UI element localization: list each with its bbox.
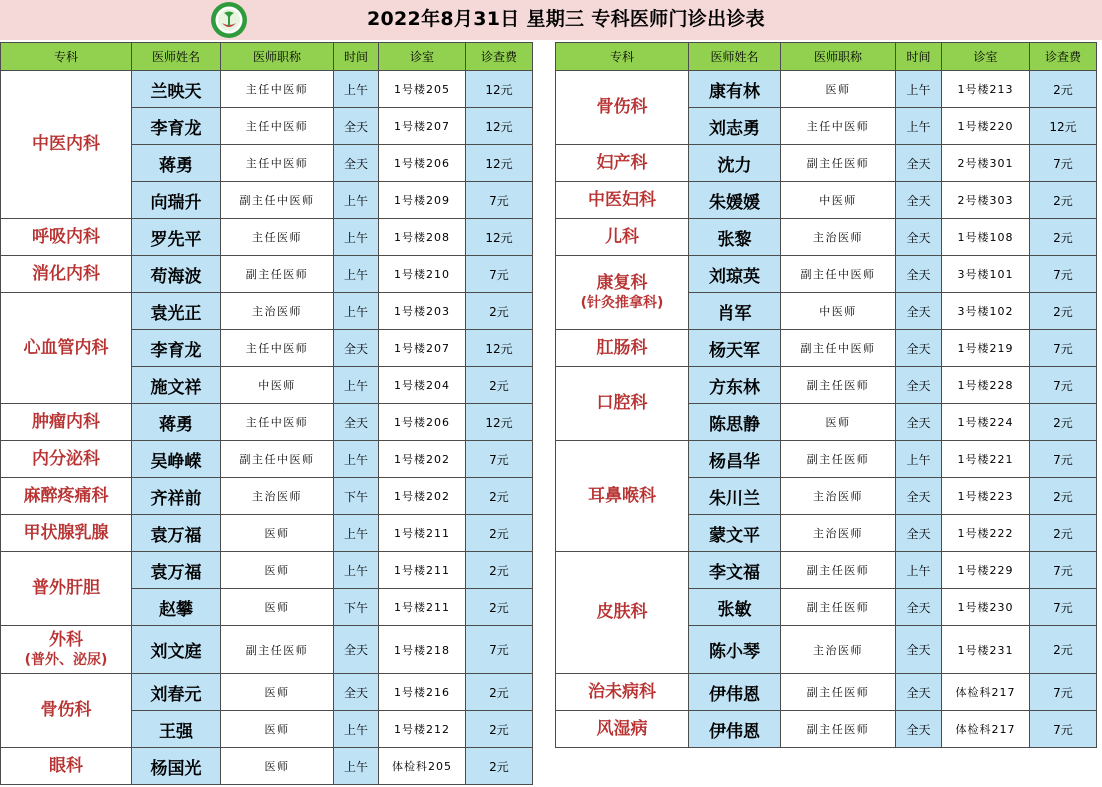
table-row [1,293,533,330]
doctor-title: 中医师 [781,293,896,330]
doctor-name: 刘文庭 [132,626,221,674]
consultation-fee: 2元 [466,711,533,748]
consultation-fee: 12元 [466,108,533,145]
table-row [1,256,533,293]
time-slot: 全天 [896,330,942,367]
consultation-fee: 7元 [1030,552,1097,589]
clinic-room: 1号楼211 [379,589,466,626]
department-name: 妇产科 [596,152,648,173]
department-cell [1,478,132,515]
clinic-room: 3号楼101 [942,256,1030,293]
schedule-table-left [0,42,533,785]
doctor-name: 杨天军 [689,330,781,367]
clinic-room: 1号楼205 [379,71,466,108]
department-cell [556,711,689,748]
time-slot: 全天 [896,674,942,711]
consultation-fee: 7元 [1030,256,1097,293]
header-doctor-title: 医师职称 [221,43,334,71]
clinic-room: 1号楼204 [379,367,466,404]
department-cell [1,626,132,674]
clinic-room: 体检科205 [379,748,466,785]
time-slot: 上午 [896,71,942,108]
time-slot: 全天 [896,219,942,256]
doctor-name: 苟海波 [132,256,221,293]
consultation-fee: 7元 [1030,367,1097,404]
clinic-room: 1号楼221 [942,441,1030,478]
time-slot: 全天 [896,515,942,552]
doctor-title: 副主任医师 [781,145,896,182]
table-row [556,71,1097,108]
time-slot: 上午 [334,219,379,256]
doctor-title: 主治医师 [781,515,896,552]
doctor-title: 副主任中医师 [221,182,334,219]
table-row [556,330,1097,367]
consultation-fee: 7元 [1030,330,1097,367]
doctor-title: 主任医师 [221,219,334,256]
consultation-fee: 12元 [1030,108,1097,145]
consultation-fee: 2元 [1030,293,1097,330]
time-slot: 全天 [896,626,942,674]
time-slot: 全天 [334,626,379,674]
clinic-room: 1号楼203 [379,293,466,330]
header-department: 专科 [1,43,132,71]
clinic-room: 1号楼206 [379,404,466,441]
doctor-name: 沈力 [689,145,781,182]
consultation-fee: 2元 [466,748,533,785]
clinic-room: 1号楼220 [942,108,1030,145]
doctor-name: 蒙文平 [689,515,781,552]
consultation-fee: 2元 [466,293,533,330]
doctor-name: 齐祥前 [132,478,221,515]
time-slot: 全天 [896,367,942,404]
doctor-name: 朱媛媛 [689,182,781,219]
consultation-fee: 2元 [1030,219,1097,256]
time-slot: 上午 [334,182,379,219]
clinic-room: 1号楼207 [379,330,466,367]
doctor-title: 副主任医师 [781,441,896,478]
department-name: 儿科 [605,226,639,247]
time-slot: 上午 [896,441,942,478]
doctor-name: 康有林 [689,71,781,108]
table-row [1,748,533,785]
doctor-title: 医师 [221,711,334,748]
doctor-title: 医师 [221,748,334,785]
clinic-room: 1号楼230 [942,589,1030,626]
clinic-room: 1号楼213 [942,71,1030,108]
department-cell [1,71,132,219]
header-fee: 诊查费 [1030,43,1097,71]
header-room: 诊室 [942,43,1030,71]
doctor-title: 主治医师 [781,478,896,515]
table-row [556,256,1097,293]
header-room: 诊室 [379,43,466,71]
doctor-name: 施文祥 [132,367,221,404]
doctor-name: 杨昌华 [689,441,781,478]
clinic-room: 1号楼207 [379,108,466,145]
department-cell [556,182,689,219]
department-cell [556,441,689,552]
clinic-room: 1号楼206 [379,145,466,182]
doctor-name: 兰映天 [132,71,221,108]
doctor-name: 袁光正 [132,293,221,330]
doctor-name: 伊伟恩 [689,711,781,748]
schedule-table-right [555,42,1097,748]
header-fee: 诊查费 [466,43,533,71]
clinic-room: 体检科217 [942,711,1030,748]
table-row [556,145,1097,182]
doctor-name: 陈小琴 [689,626,781,674]
time-slot: 上午 [334,441,379,478]
consultation-fee: 2元 [1030,478,1097,515]
doctor-title: 医师 [781,71,896,108]
doctor-name: 李育龙 [132,330,221,367]
consultation-fee: 2元 [1030,404,1097,441]
time-slot: 全天 [896,293,942,330]
time-slot: 全天 [896,256,942,293]
time-slot: 上午 [334,256,379,293]
consultation-fee: 2元 [1030,71,1097,108]
time-slot: 上午 [334,367,379,404]
consultation-fee: 7元 [1030,441,1097,478]
doctor-title: 主治医师 [781,219,896,256]
time-slot: 上午 [334,748,379,785]
doctor-name: 刘琼英 [689,256,781,293]
table-row [556,367,1097,404]
header-doctor-name: 医师姓名 [689,43,781,71]
time-slot: 全天 [334,330,379,367]
department-cell [1,748,132,785]
department-name: 外科 [49,630,83,650]
table-row [1,626,533,674]
clinic-room: 1号楼212 [379,711,466,748]
department-name: 中医内科 [32,134,100,154]
doctor-title: 医师 [221,515,334,552]
time-slot: 上午 [896,108,942,145]
table-row [556,674,1097,711]
department-name: 甲状腺乳腺 [23,522,109,543]
consultation-fee: 7元 [1030,589,1097,626]
department-name: 皮肤科 [596,602,648,622]
department-cell [556,145,689,182]
header-doctor-title: 医师职称 [781,43,896,71]
doctor-title: 主任中医师 [221,108,334,145]
doctor-title: 副主任医师 [781,552,896,589]
doctor-title: 中医师 [221,367,334,404]
consultation-fee: 12元 [466,330,533,367]
time-slot: 全天 [896,145,942,182]
table-row [1,552,533,589]
department-cell [556,330,689,367]
clinic-room: 1号楼208 [379,219,466,256]
clinic-room: 2号楼303 [942,182,1030,219]
consultation-fee: 2元 [1030,515,1097,552]
table-row [1,219,533,256]
table-row [1,515,533,552]
doctor-name: 李育龙 [132,108,221,145]
department-cell [556,71,689,145]
time-slot: 上午 [334,293,379,330]
department-subtitle: (普外、泌尿) [24,652,108,668]
consultation-fee: 2元 [466,552,533,589]
time-slot: 下午 [334,478,379,515]
doctor-title: 副主任医师 [781,367,896,404]
doctor-name: 方东林 [689,367,781,404]
consultation-fee: 2元 [1030,626,1097,674]
department-cell [1,404,132,441]
consultation-fee: 7元 [466,182,533,219]
department-cell [1,256,132,293]
time-slot: 全天 [334,145,379,182]
clinic-room: 1号楼211 [379,515,466,552]
department-cell [1,552,132,626]
doctor-name: 袁万福 [132,515,221,552]
consultation-fee: 7元 [1030,145,1097,182]
clinic-room: 1号楼222 [942,515,1030,552]
doctor-title: 主治医师 [221,478,334,515]
time-slot: 上午 [334,71,379,108]
department-cell [556,552,689,674]
department-name: 内分泌科 [32,448,100,469]
doctor-title: 副主任中医师 [221,441,334,478]
time-slot: 全天 [334,108,379,145]
header-time: 时间 [334,43,379,71]
doctor-title: 副主任医师 [781,589,896,626]
doctor-name: 李文福 [689,552,781,589]
time-slot: 上午 [334,552,379,589]
consultation-fee: 12元 [466,145,533,182]
department-cell [1,674,132,748]
doctor-name: 罗先平 [132,219,221,256]
clinic-room: 1号楼202 [379,441,466,478]
clinic-room: 1号楼228 [942,367,1030,404]
department-name: 消化内科 [32,263,100,284]
doctor-title: 副主任医师 [781,711,896,748]
doctor-title: 医师 [221,589,334,626]
header-time: 时间 [896,43,942,71]
doctor-name: 陈思静 [689,404,781,441]
clinic-room: 1号楼202 [379,478,466,515]
department-name: 眼科 [49,755,83,776]
clinic-room: 2号楼301 [942,145,1030,182]
time-slot: 全天 [896,404,942,441]
table-row [1,404,533,441]
doctor-name: 刘志勇 [689,108,781,145]
consultation-fee: 7元 [466,626,533,674]
doctor-name: 朱川兰 [689,478,781,515]
department-name: 肿瘤内科 [32,411,100,432]
doctor-title: 副主任中医师 [781,256,896,293]
page-title: 2022年8月31日 星期三 专科医师门诊出诊表 [367,8,765,30]
department-cell [556,674,689,711]
table-row [1,674,533,711]
doctor-title: 主任中医师 [221,71,334,108]
doctor-title: 主任中医师 [781,108,896,145]
table-row [1,441,533,478]
consultation-fee: 7元 [1030,674,1097,711]
doctor-title: 副主任医师 [781,674,896,711]
doctor-name: 张敏 [689,589,781,626]
doctor-name: 伊伟恩 [689,674,781,711]
department-cell [1,293,132,404]
department-cell [1,219,132,256]
consultation-fee: 7元 [466,441,533,478]
consultation-fee: 2元 [466,478,533,515]
doctor-title: 副主任医师 [221,626,334,674]
table-row [556,441,1097,478]
time-slot: 全天 [896,182,942,219]
department-cell [1,441,132,478]
doctor-title: 医师 [781,404,896,441]
time-slot: 全天 [896,478,942,515]
table-row [556,219,1097,256]
doctor-title: 中医师 [781,182,896,219]
consultation-fee: 7元 [466,256,533,293]
department-cell [556,219,689,256]
clinic-room: 1号楼108 [942,219,1030,256]
clinic-room: 1号楼231 [942,626,1030,674]
consultation-fee: 12元 [466,71,533,108]
doctor-title: 医师 [221,552,334,589]
clinic-room: 1号楼209 [379,182,466,219]
clinic-room: 3号楼102 [942,293,1030,330]
table-row [556,711,1097,748]
doctor-name: 赵攀 [132,589,221,626]
clinic-room: 1号楼216 [379,674,466,711]
department-name: 肛肠科 [596,337,648,358]
doctor-title: 副主任医师 [221,256,334,293]
time-slot: 全天 [334,404,379,441]
department-cell [556,256,689,330]
time-slot: 上午 [334,711,379,748]
doctor-name: 袁万福 [132,552,221,589]
doctor-name: 肖军 [689,293,781,330]
doctor-name: 王强 [132,711,221,748]
consultation-fee: 2元 [466,589,533,626]
doctor-title: 主任中医师 [221,145,334,182]
consultation-fee: 2元 [466,674,533,711]
time-slot: 全天 [896,711,942,748]
header-department: 专科 [556,43,689,71]
doctor-name: 刘春元 [132,674,221,711]
department-name: 口腔科 [596,393,648,413]
department-subtitle: (针灸推拿科) [580,295,664,311]
department-name: 治未病科 [588,681,656,702]
consultation-fee: 2元 [1030,182,1097,219]
clinic-room: 1号楼224 [942,404,1030,441]
time-slot: 全天 [334,674,379,711]
department-name: 骨伤科 [596,97,648,117]
department-name: 呼吸内科 [32,226,100,247]
table-row [556,182,1097,219]
doctor-title: 主治医师 [781,626,896,674]
department-name: 风湿病 [596,718,648,739]
clinic-room: 1号楼219 [942,330,1030,367]
clinic-room: 1号楼229 [942,552,1030,589]
table-row [556,552,1097,589]
time-slot: 上午 [334,515,379,552]
consultation-fee: 12元 [466,219,533,256]
doctor-name: 蒋勇 [132,404,221,441]
clinic-room: 1号楼211 [379,552,466,589]
clinic-room: 1号楼223 [942,478,1030,515]
doctor-title: 医师 [221,674,334,711]
clinic-room: 体检科217 [942,674,1030,711]
table-row [1,478,533,515]
clinic-room: 1号楼210 [379,256,466,293]
department-name: 骨伤科 [40,700,92,720]
table-row [1,71,533,108]
doctor-name: 蒋勇 [132,145,221,182]
time-slot: 下午 [334,589,379,626]
doctor-title: 主任中医师 [221,330,334,367]
consultation-fee: 12元 [466,404,533,441]
doctor-name: 向瑞升 [132,182,221,219]
department-name: 康复科 [596,273,648,293]
consultation-fee: 2元 [466,515,533,552]
department-name: 耳鼻喉科 [588,485,656,506]
doctor-title: 副主任中医师 [781,330,896,367]
department-name: 中医妇科 [588,189,656,210]
header-row [556,43,1097,71]
department-cell [556,367,689,441]
doctor-name: 杨国光 [132,748,221,785]
consultation-fee: 7元 [1030,711,1097,748]
header-doctor-name: 医师姓名 [132,43,221,71]
department-name: 心血管内科 [23,337,109,358]
clinic-room: 1号楼218 [379,626,466,674]
department-cell [1,515,132,552]
department-name: 普外肝胆 [32,578,100,598]
doctor-name: 吴峥嵘 [132,441,221,478]
doctor-name: 张黎 [689,219,781,256]
department-name: 麻醉疼痛科 [23,485,109,506]
consultation-fee: 2元 [466,367,533,404]
time-slot: 上午 [896,552,942,589]
header-row [1,43,533,71]
time-slot: 全天 [896,589,942,626]
doctor-title: 主治医师 [221,293,334,330]
doctor-title: 主任中医师 [221,404,334,441]
